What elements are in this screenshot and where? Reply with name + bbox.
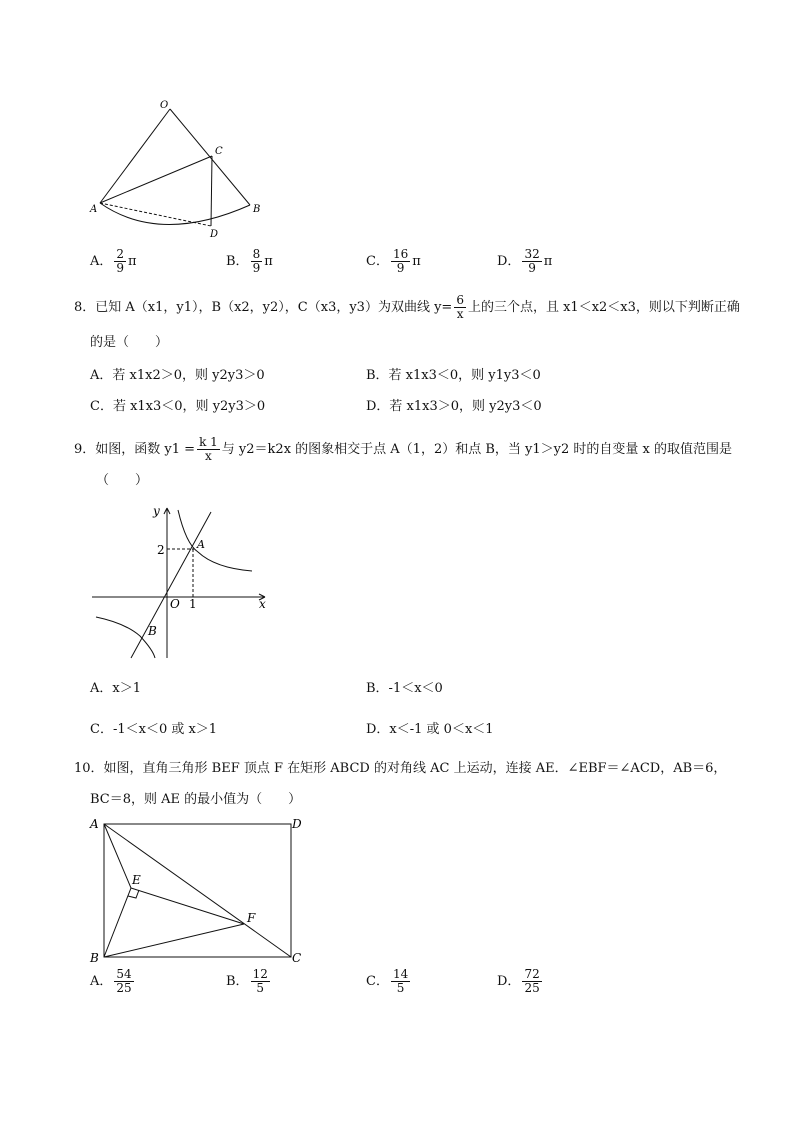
q7-option-d-fraction: $\frac{32}{9}$ (524, 247, 540, 275)
label-O: O (160, 100, 169, 111)
label-E: E (132, 873, 141, 887)
q7-option-a[interactable]: A． $\frac{2}{9}$ π (90, 247, 137, 275)
q8-option-a[interactable]: A．若 x1x2＞0，则 y2y3＞0 (90, 368, 265, 383)
segment-BF (104, 924, 244, 957)
label-F: F (247, 911, 256, 925)
q10-rectangle-figure (86, 812, 316, 970)
q7-option-b-fraction: $\frac{8}{9}$ (252, 247, 261, 275)
q9-stem-line2: （ ） (96, 473, 149, 488)
label-one: 1 (189, 597, 197, 611)
label-B: B (148, 624, 157, 638)
q10-option-c-fraction: $\frac{14}{5}$ (392, 967, 409, 995)
q9-option-c[interactable]: C．-1＜x＜0 或 x＞1 (90, 722, 218, 737)
q9-fraction: $\frac{k 1}{x}$ (199, 435, 218, 463)
label-B: B (90, 951, 99, 965)
q10-option-b[interactable]: B． $\frac{12}{5}$ (226, 967, 268, 995)
line-CD (211, 156, 212, 226)
line-AD-dashed (100, 203, 211, 226)
label-A: A (90, 817, 99, 831)
q9-option-a[interactable]: A．x＞1 (90, 681, 141, 696)
label-C: C (215, 146, 223, 157)
label-B: B (253, 204, 261, 215)
label-A: A (197, 538, 205, 551)
label-y: y (153, 504, 160, 518)
line-OA (100, 109, 170, 203)
diagonal-AC (104, 824, 291, 957)
q8-option-b[interactable]: B．若 x1x3＜0，则 y1y3＜0 (366, 368, 541, 383)
q10-option-d-fraction: $\frac{72}{25}$ (524, 967, 540, 995)
label-D: D (210, 229, 219, 240)
label-A: A (90, 204, 98, 215)
q9-function-graph (90, 500, 280, 662)
q10-option-d[interactable]: D． $\frac{72}{25}$ (497, 967, 540, 995)
q9-stem-line1: 9．如图，函数 y1 = $\frac{k 1}{x}$ 与 y2＝k2x 的图象相交于点 A（1，2）和点 B，当 y1＞y2 时的自变量 x 的取值范围是 (74, 435, 732, 463)
q10-stem-line2: BC＝8，则 AE 的最小值为（ ） (90, 792, 302, 807)
q7-option-b[interactable]: B． $\frac{8}{9}$ π (226, 247, 273, 275)
hyperbola-branch-left (96, 617, 155, 658)
hyperbola-branch-right (178, 510, 252, 571)
label-C: C (292, 951, 302, 965)
label-two: 2 (157, 543, 165, 557)
q8-stem-line1: 8．已知 A（x1，y1），B（x2，y2），C（x3，y3）为双曲线 y= $\frac{6}{x}$ 上的三个点，且 x1＜x2＜x3，则以下判断正确 (74, 293, 740, 321)
label-D: D (292, 817, 302, 831)
q8-number: 8． (74, 300, 96, 315)
label-x: x (259, 597, 266, 611)
segment-BE (104, 888, 131, 957)
q8-stem-line2: 的是（ ） (90, 335, 169, 350)
q9-option-d[interactable]: D．x＜-1 或 0＜x＜1 (366, 722, 494, 737)
q10-option-b-fraction: $\frac{12}{5}$ (252, 967, 268, 995)
segment-EF (131, 888, 244, 924)
q8-fraction: $\frac{6}{x}$ (456, 293, 464, 321)
q8-option-c[interactable]: C．若 x1x3＜0，则 y2y3＞0 (90, 399, 266, 414)
label-O: O (170, 597, 180, 611)
q7-option-c-fraction: $\frac{16}{9}$ (392, 247, 409, 275)
line-y2 (131, 512, 211, 658)
q7-option-c[interactable]: C． $\frac{16}{9}$ π (366, 247, 421, 275)
q9-number: 9． (74, 442, 96, 457)
q7-option-d[interactable]: D． $\frac{32}{9}$ π (497, 247, 553, 275)
q7-sector-figure (80, 95, 280, 245)
q9-option-b[interactable]: B．-1＜x＜0 (366, 681, 443, 696)
q10-stem-line1: 10．如图，直角三角形 BEF 顶点 F 在矩形 ABCD 的对角线 AC 上运动，连接 AE．∠EBF＝∠ACD，AB＝6， (74, 761, 727, 776)
q10-option-a[interactable]: A． $\frac{54}{25}$ (90, 967, 132, 995)
q10-option-a-fraction: $\frac{54}{25}$ (116, 967, 132, 995)
arc-AB (100, 203, 250, 225)
q8-option-d[interactable]: D．若 x1x3＞0，则 y2y3＜0 (366, 399, 542, 414)
q10-option-c[interactable]: C． $\frac{14}{5}$ (366, 967, 409, 995)
line-AC (100, 156, 212, 203)
q10-number: 10． (74, 761, 104, 776)
q7-option-a-fraction: $\frac{2}{9}$ (116, 247, 125, 275)
